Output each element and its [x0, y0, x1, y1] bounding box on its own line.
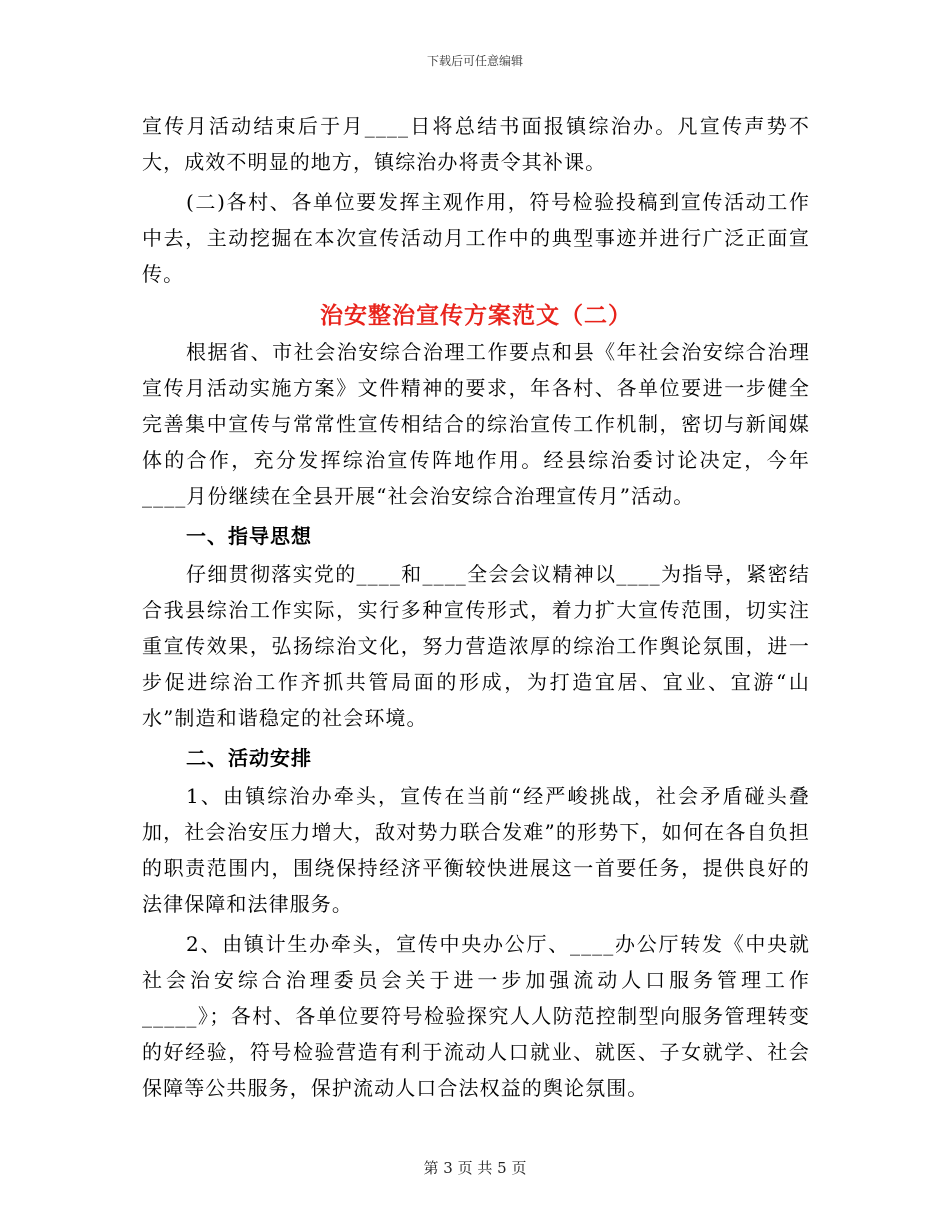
heading-activity-arrangement: 二、活动安排 — [186, 746, 312, 770]
page-number: 第 3 页 共 5 页 — [423, 1159, 527, 1177]
heading-guiding-thought: 一、指导思想 — [186, 524, 312, 548]
paragraph-intro: 根据省、市社会治安综合治理工作要点和县《年社会治安综合治理宣传月活动实施方案》文件精神的要求，年各村、各单位要进一步健全完善集中宣传与常常性宣传相结合的综治宣传工作机制，密切与新闻媒体的合作，充分发挥综治宣传阵地作用。经县综治委讨论决定，今年____月份继续在全县开展“社会治安综合治理宣传月”活动。 — [142, 340, 810, 508]
paragraph-item-1: 1、由镇综治办牵头，宣传在当前“经严峻挑战，社会矛盾碰头叠加，社会治安压力增大，敌对势力联合发难”的形势下，如何在各自负担的职责范围内，围绕保持经济平衡较快进展这一首要任务，提供良好的法律保障和法律服务。 — [142, 784, 810, 916]
paragraph-summary-deadline: 宣传月活动结束后于月____日将总结书面报镇综治办。凡宣传声势不大，成效不明显的地方，镇综治办将责令其补课。 — [142, 114, 810, 174]
document-body — [142, 108, 810, 1106]
paragraph-guiding-thought: 仔细贯彻落实党的____和____全会会议精神以____为指导，紧密结合我县综治工作实际，实行多种宣传形式，着力扩大宣传范围，切实注重宣传效果，弘扬综治文化，努力营造浓厚的综治工作舆论氛围，进一步促进综治工作齐抓共管局面的形成，为打造宜居、宜业、宜游“山水”制造和谐稳定的社会环境。 — [142, 562, 810, 730]
section-title: 治安整治宣传方案范文（二） — [320, 302, 632, 329]
page-header-note: 下载后可任意编辑 — [426, 54, 523, 68]
paragraph-item-2: 2、由镇计生办牵头，宣传中央办公厅、____办公厅转发《中央就社会治安综合治理委员会关于进一步加强流动人口服务管理工作_____》；各村、各单位要符号检验探究人人防范控制型向服务管理转变的好经验，符号检验营造有利于流动人口就业、就医、子女就学、社会保障等公共服务，保护流动人口合法权益的舆论氛围。 — [142, 932, 810, 1100]
paragraph-units-role: (二)各村、各单位要发挥主观作用，符号检验投稿到宣传活动工作中去，主动挖掘在本次宣传活动月工作中的典型事迹并进行广泛正面宣传。 — [142, 190, 810, 286]
